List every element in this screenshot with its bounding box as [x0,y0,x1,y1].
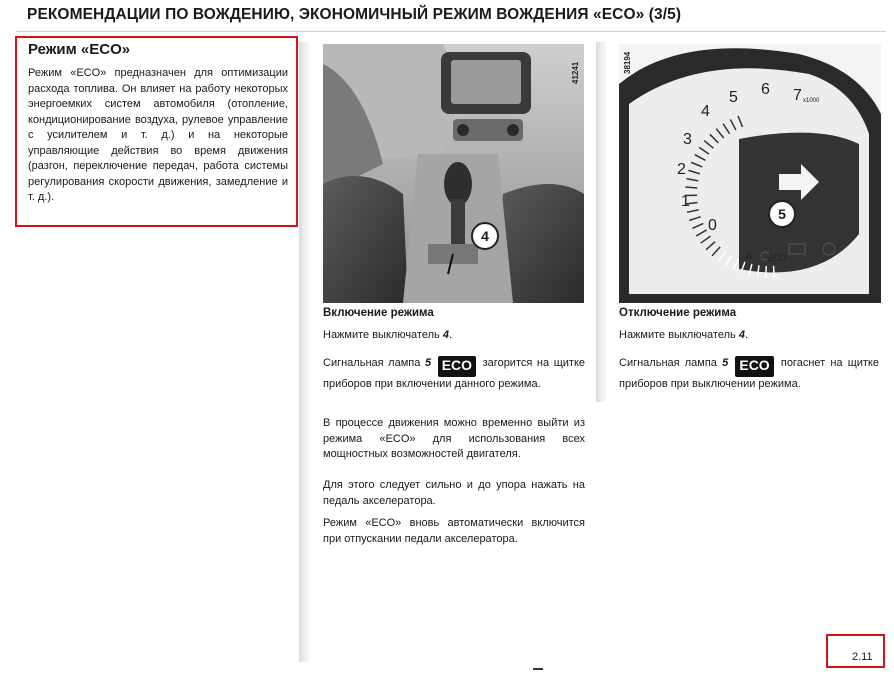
gauge-number: 6 [761,81,770,98]
gauge-eco-label: ECO [767,253,787,263]
column-separator-1 [299,42,309,662]
gauge-tick [685,187,697,188]
enable-press-paragraph: Для этого следует сильно и до упора нажать на педаль акселератора. [323,479,585,507]
gauge-number: 3 [683,131,692,148]
disable-step [619,328,879,344]
enable-lamp-paragraph [323,356,585,392]
enable-step-ref: 4 [442,329,449,341]
disable-lamp-paragraph [619,356,879,392]
console-photo [323,44,584,303]
gauge-number: 0 [708,217,717,234]
console-image-id: 41241 [571,61,580,84]
eco-section-heading: Режим «ECO» [28,41,131,58]
disable-step-text: Нажмите выключатель [619,329,739,341]
gauge-number: 5 [729,89,738,106]
console-illustration [323,44,584,303]
cluster-photo [619,44,881,303]
switch-callout: 4 [471,222,499,250]
gauge-number: 2 [677,161,686,178]
eco-indicator-icon: ECO [438,356,476,377]
disable-lamp-text: Сигнальная лампа [619,357,723,369]
gauge-number: 7 [793,87,802,104]
page-title [27,6,681,24]
enable-lamp-rest: загорится на щитке приборов при включении данного режима. [323,357,585,390]
disable-lamp-rest: погаснет на щитке приборов при выключении режима. [619,357,879,390]
enable-heading: Включение режима [323,307,434,319]
eco-indicator-icon: ECO [735,356,773,377]
enable-lamp-text: Сигнальная лампа [323,357,425,369]
bottom-mark [533,668,543,670]
page-title-text: РЕКОМЕНДАЦИИ ПО ВОЖДЕНИЮ, ЭКОНОМИЧНЫЙ РЕЖИМ ВОЖДЕНИЯ «ECO» [27,6,645,23]
enable-auto-paragraph: Режим «ECO» вновь автоматически включится при отпускании педали акселератора. [323,517,585,545]
page-number: 2.11 [852,651,873,663]
disable-heading: Отключение режима [619,307,737,319]
title-divider [16,31,886,32]
gauge-unit: x1000 [803,98,820,104]
enable-lamp-ref: 5 [424,357,432,369]
lamp-callout: 5 [768,200,796,228]
gauge-number: 4 [701,103,710,120]
gauge-a-label: A [746,251,753,261]
column-separator-2 [596,42,606,402]
enable-step-text: Нажмите выключатель [323,329,443,341]
gauge-number: 1 [681,193,690,210]
disable-step-ref: 4 [738,329,745,341]
enable-step [323,328,585,344]
disable-step-end: . [744,329,748,341]
eco-section-description: Режим «ECO» предназначен для оптимизации расхода топлива. Он влияет на работу некоторых энергоемких систем автомобиля (отопление, кондиционирование воздуха, рулевое управление с усилителем и т. д.) и на некоторые управляющие действия во время движения (разгон, переключение передач, работа системы регулирования скорости движения, замедление и т. д.). [28,67,288,203]
disable-lamp-ref: 5 [722,357,729,369]
tachometer-illustration [619,44,881,303]
gauge-tick [774,266,775,278]
cluster-image-id: 38194 [623,51,632,74]
enable-step-end: . [448,329,452,341]
enable-exit-paragraph: В процессе движения можно временно выйти из режима «ECO» для использования всех мощностных возможностей двигателя. [323,417,585,460]
page-fraction: (3/5) [648,6,682,23]
